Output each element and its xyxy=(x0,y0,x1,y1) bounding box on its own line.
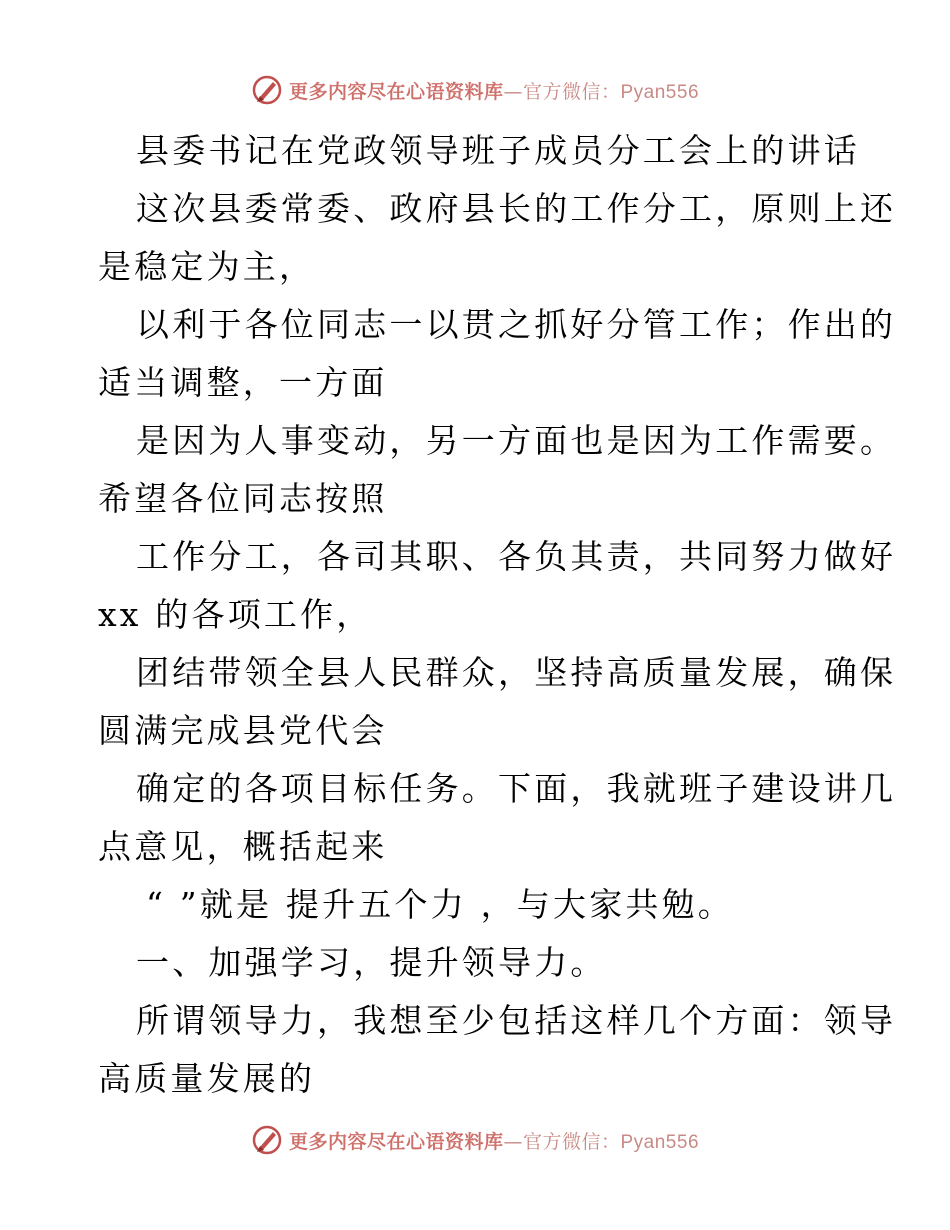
paragraph-line: 团结带领全县人民群众，坚持高质量发展，确保 xyxy=(136,653,897,692)
watermark-wechat-label: 官方微信： xyxy=(522,80,621,103)
paragraph-line: 确定的各项目标任务。下面，我就班子建设讲几 xyxy=(136,769,897,808)
paragraph-line: 是稳定为主， xyxy=(98,247,316,286)
paragraph-line: 高质量发展的 xyxy=(98,1059,316,1098)
paragraph-line: 工作分工，各司其职、各负其责，共同努力做好 xyxy=(136,537,897,576)
paragraph-line: 这次县委常委、政府县长的工作分工，原则上还 xyxy=(136,189,897,228)
watermark-text xyxy=(289,1127,699,1154)
pen-logo-icon xyxy=(251,74,283,106)
watermark-wechat-id: Pyan556 xyxy=(620,81,700,103)
paragraph-line: “ ”就是 提升五个力 ，与大家共勉。 xyxy=(146,885,735,924)
paragraph-line: 希望各位同志按照 xyxy=(98,479,388,518)
paragraph-line: 点意见，概括起来 xyxy=(98,827,388,866)
watermark-brand: 更多内容尽在心语资料库 xyxy=(288,1130,504,1153)
paragraph-line: 适当调整，一方面 xyxy=(98,363,388,402)
watermark-separator: — xyxy=(503,1130,523,1153)
footer-watermark xyxy=(0,1120,950,1160)
paragraph-line: 所谓领导力，我想至少包括这样几个方面：领导 xyxy=(136,1001,897,1040)
watermark-wechat-id: Pyan556 xyxy=(620,1131,700,1153)
paragraph-line: 是因为人事变动，另一方面也是因为工作需要。 xyxy=(136,421,897,460)
section-heading: 一、加强学习，提升领导力。 xyxy=(136,943,607,982)
watermark-text xyxy=(289,77,699,104)
header-watermark xyxy=(0,70,950,110)
paragraph-line: xx 的各项工作， xyxy=(98,595,373,634)
watermark-brand: 更多内容尽在心语资料库 xyxy=(288,80,504,103)
pen-logo-icon xyxy=(251,1124,283,1156)
paragraph-line: 以利于各位同志一以贯之抓好分管工作；作出的 xyxy=(136,305,897,344)
document-body xyxy=(98,122,897,1108)
watermark-wechat-label: 官方微信： xyxy=(522,1130,621,1153)
document-title: 县委书记在党政领导班子成员分工会上的讲话 xyxy=(136,131,860,170)
paragraph-line: 圆满完成县党代会 xyxy=(98,711,388,750)
watermark-separator: — xyxy=(503,80,523,103)
